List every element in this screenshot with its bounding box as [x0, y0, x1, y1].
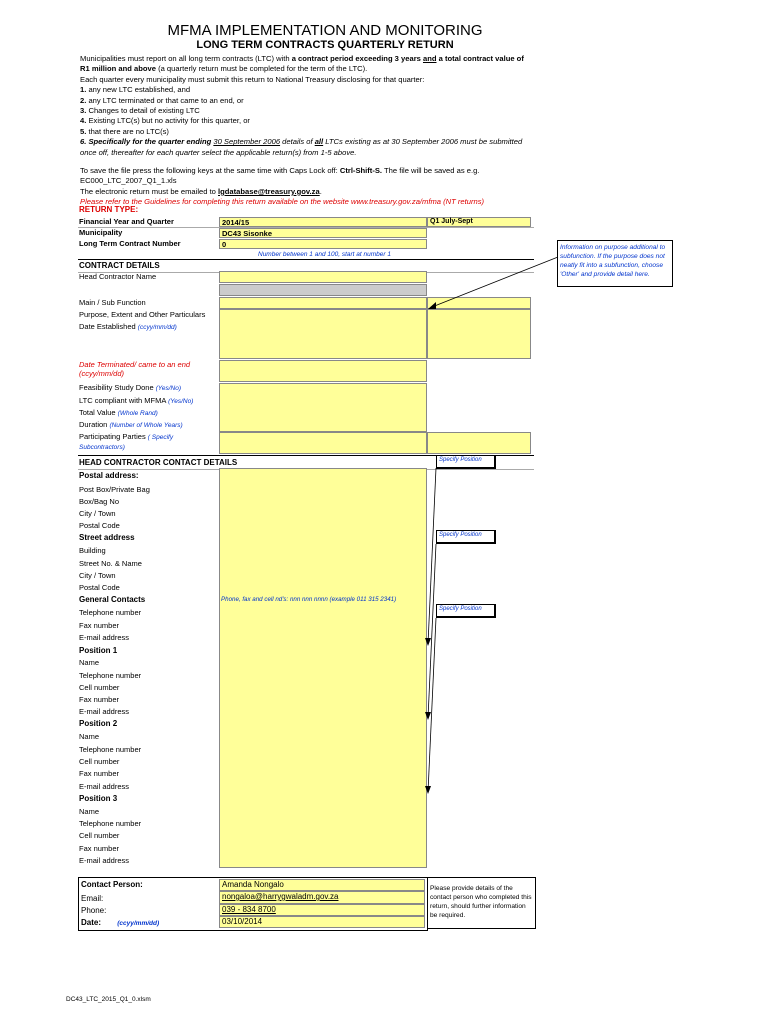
page-title: MFMA IMPLEMENTATION AND MONITORING [167, 22, 483, 39]
contact-fields-column[interactable] [219, 468, 427, 868]
street-no-label: Street No. & Name [79, 559, 142, 568]
purpose-label: Purpose, Extent and Other Particulars [79, 310, 206, 319]
position3-heading: Position 3 [79, 794, 118, 803]
purpose-field[interactable] [219, 309, 427, 359]
main-sub-field[interactable] [219, 297, 427, 309]
municipality-field[interactable]: DC43 Sisonke [219, 228, 427, 238]
email-label: Email: [81, 894, 104, 903]
pos2-tel-label: Telephone number [79, 745, 142, 754]
date-established-label: Date Established (ccyy/mm/dd) [79, 322, 177, 331]
postal-code-label-2: Postal Code [79, 583, 120, 592]
general-tel-label: Telephone number [79, 608, 142, 617]
pos3-name-label: Name [79, 807, 100, 816]
contact-person-note: Please provide details of the contact person who completed this return, should further information be required. [428, 877, 536, 929]
ltc-number-note: Number between 1 and 100, start at number 1 [258, 251, 391, 258]
pos1-email-label: E-mail address [79, 707, 130, 716]
position2-heading: Position 2 [79, 719, 118, 728]
postal-code-label: Postal Code [79, 521, 120, 530]
quarter-field[interactable]: Q1 July-Sept [427, 217, 531, 227]
pos2-fax-label: Fax number [79, 769, 120, 778]
side-note: Information on purpose additional to subfunction. If the purpose does not neatly fit into a subfunction, choose 'Other' and provide detail here. [557, 240, 673, 287]
pos1-tel-label: Telephone number [79, 671, 142, 680]
ltc-compliant-label: LTC compliant with MFMA (Yes/No) [79, 396, 194, 405]
arrow-icon [420, 255, 560, 315]
contract-details-heading: CONTRACT DETAILS [79, 261, 160, 270]
contact-person-box [78, 877, 428, 931]
street-heading: Street address [79, 533, 135, 542]
financial-year-label: Financial Year and Quarter [79, 217, 174, 226]
participating-field[interactable] [219, 432, 427, 454]
contact-details-section [78, 455, 534, 870]
ltc-number-label: Long Term Contract Number [79, 239, 181, 248]
specify-position-1: Specify Position [436, 455, 496, 469]
file-name-footer: DC43_LTC_2015_Q1_0.xlsm [66, 996, 151, 1003]
contact-person-label: Contact Person: [81, 880, 143, 889]
head-contractor-label: Head Contractor Name [79, 272, 157, 281]
general-email-label: E-mail address [79, 633, 130, 642]
position1-heading: Position 1 [79, 646, 118, 655]
city-label: City / Town [79, 509, 116, 518]
date-terminated-field[interactable] [219, 360, 427, 382]
page-subtitle: LONG TERM CONTRACTS QUARTERLY RETURN [196, 39, 454, 51]
pos3-fax-label: Fax number [79, 844, 120, 853]
date-label: Date: (ccyy/mm/dd) [81, 918, 160, 927]
phone-label: Phone: [81, 906, 107, 915]
contact-name-field[interactable]: Amanda Nongalo [219, 879, 425, 891]
pos2-email-label: E-mail address [79, 782, 130, 791]
contact-heading: HEAD CONTRACTOR CONTACT DETAILS [79, 458, 238, 467]
feasibility-label: Feasibility Study Done (Yes/No) [79, 383, 182, 392]
general-fax-label: Fax number [79, 621, 120, 630]
general-contacts-heading: General Contacts [79, 595, 146, 604]
duration-label: Duration (Number of Whole Years) [79, 420, 183, 429]
postal-heading: Postal address: [79, 471, 139, 480]
pos2-name-label: Name [79, 732, 100, 741]
main-sub-label: Main / Sub Function [79, 298, 146, 307]
pos3-email-label: E-mail address [79, 856, 130, 865]
pos1-fax-label: Fax number [79, 695, 120, 704]
specify-position-3: Specify Position [436, 604, 496, 618]
post-box-label: Post Box/Private Bag [79, 485, 150, 494]
city-label-2: City / Town [79, 571, 116, 580]
box-no-label: Box/Bag No [79, 497, 120, 506]
contact-email-field[interactable]: nongaloa@harrygwaladm.gov.za [219, 891, 425, 904]
total-value-label: Total Value (Whole Rand) [79, 408, 158, 417]
pos2-cell-label: Cell number [79, 757, 120, 766]
ltc-number-field[interactable]: 0 [219, 239, 427, 249]
participating-extra[interactable] [427, 432, 531, 454]
pos3-cell-label: Cell number [79, 831, 120, 840]
building-label: Building [79, 546, 106, 555]
municipality-label: Municipality [79, 228, 123, 237]
phone-format-note: Phone, fax and cell nd's: nnn nnn nnnn (example 011 315 2341) [221, 596, 397, 603]
financial-year-field[interactable]: 2014/15 [219, 217, 427, 227]
head-contractor-field-2[interactable] [219, 284, 427, 296]
pos3-tel-label: Telephone number [79, 819, 142, 828]
feasibility-fields[interactable] [219, 383, 427, 432]
participating-label: Participating Parties ( Specify Subcontractors) [79, 432, 174, 451]
head-contractor-field[interactable] [219, 271, 427, 283]
return-type-heading: RETURN TYPE: [79, 205, 139, 214]
pos1-name-label: Name [79, 658, 100, 667]
specify-arrows-icon [420, 468, 440, 808]
contact-phone-field[interactable]: 039 - 834 8700 [219, 904, 425, 916]
intro-text: Municipalities must report on all long term contracts (LTC) with a contract period exceeding 3 years and a total contract value of R1 million and above (a quarterly return must be completed for the term of the LTC). Each quarter every municipality must submit this return to National Treasury disclosing for that quarter: 1. any new LTC established, and 2. any LTC terminated or that came to an end, or 3. Changes to detail of existing LTC 4. Existing LTC(s) but no activity for this quarter, or 5. that there are no LTC(s) 6. Specifically for the quarter ending 30 September 2006 details of all LTCs existing as at 30 September 2006 must be submitted once off, thereafter for each quarter select the applicable return(s) from 1-5 above. To save the file press the following keys at the same time with Caps Lock off: Ctrl-Shift-S. The file will be saved as e.g. EC000_LTC_2007_Q1_1.xls The electronic return must be emailed to lgdatabase@treasury.gov.za. Please refer to the Guidelines for completing this return available on the website www.treasury.gov.za/mfma (NT returns) [80, 54, 524, 207]
specify-position-2: Specify Position [436, 530, 496, 544]
contact-date-field[interactable]: 03/10/2014 [219, 916, 425, 928]
date-terminated-label: Date Terminated/ came to an end (ccyy/mm/dd) [79, 360, 191, 378]
purpose-extra[interactable] [427, 309, 531, 359]
pos1-cell-label: Cell number [79, 683, 120, 692]
